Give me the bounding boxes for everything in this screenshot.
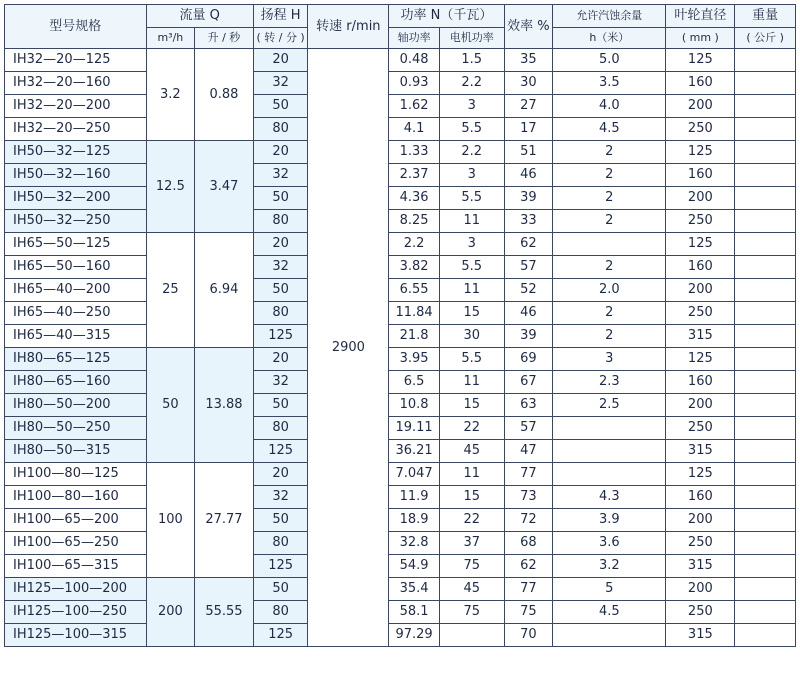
model-cell: IH100—65—200 (5, 509, 147, 532)
weight-cell (735, 509, 796, 532)
head-cell: 50 (253, 578, 308, 601)
npsh-cell: 5.0 (553, 49, 666, 72)
head-cell: 32 (253, 256, 308, 279)
shaft-power-cell: 7.047 (389, 463, 440, 486)
motor-power-cell: 2.2 (439, 141, 504, 164)
head-cell: 50 (253, 187, 308, 210)
model-cell: IH125—100—200 (5, 578, 147, 601)
flow-m3h-cell: 25 (146, 233, 195, 348)
speed-cell: 2900 (308, 49, 389, 647)
flow-ls-cell: 0.88 (195, 49, 254, 141)
motor-power-cell: 22 (439, 509, 504, 532)
weight-cell (735, 532, 796, 555)
efficiency-cell: 77 (504, 463, 553, 486)
impeller-cell: 250 (666, 210, 735, 233)
weight-cell (735, 348, 796, 371)
npsh-cell: 2 (553, 256, 666, 279)
flow-m3h-cell: 200 (146, 578, 195, 647)
efficiency-cell: 69 (504, 348, 553, 371)
model-cell: IH65—40—250 (5, 302, 147, 325)
efficiency-cell: 73 (504, 486, 553, 509)
head-cell: 32 (253, 486, 308, 509)
shaft-power-cell: 21.8 (389, 325, 440, 348)
npsh-cell: 2.0 (553, 279, 666, 302)
npsh-cell: 4.5 (553, 118, 666, 141)
impeller-cell: 200 (666, 95, 735, 118)
model-cell: IH80—65—160 (5, 371, 147, 394)
shaft-power-cell: 1.33 (389, 141, 440, 164)
header-motor-power: 电机功率 (439, 28, 504, 49)
efficiency-cell: 63 (504, 394, 553, 417)
impeller-cell: 315 (666, 325, 735, 348)
head-cell: 80 (253, 210, 308, 233)
impeller-cell: 250 (666, 532, 735, 555)
head-cell: 80 (253, 302, 308, 325)
impeller-cell: 250 (666, 118, 735, 141)
impeller-cell: 125 (666, 463, 735, 486)
header-npsh-unit: h（米） (553, 28, 666, 49)
efficiency-cell: 70 (504, 624, 553, 647)
flow-m3h-cell: 12.5 (146, 141, 195, 233)
impeller-cell: 125 (666, 348, 735, 371)
efficiency-cell: 67 (504, 371, 553, 394)
shaft-power-cell: 8.25 (389, 210, 440, 233)
npsh-cell: 4.3 (553, 486, 666, 509)
motor-power-cell: 30 (439, 325, 504, 348)
flow-ls-cell: 55.55 (195, 578, 254, 647)
npsh-cell: 2.3 (553, 371, 666, 394)
shaft-power-cell: 97.29 (389, 624, 440, 647)
efficiency-cell: 62 (504, 233, 553, 256)
head-cell: 50 (253, 279, 308, 302)
weight-cell (735, 463, 796, 486)
motor-power-cell: 5.5 (439, 256, 504, 279)
efficiency-cell: 51 (504, 141, 553, 164)
weight-cell (735, 601, 796, 624)
motor-power-cell: 15 (439, 302, 504, 325)
efficiency-cell: 27 (504, 95, 553, 118)
npsh-cell: 3.6 (553, 532, 666, 555)
flow-ls-cell: 3.47 (195, 141, 254, 233)
model-cell: IH50—32—125 (5, 141, 147, 164)
efficiency-cell: 52 (504, 279, 553, 302)
motor-power-cell: 5.5 (439, 348, 504, 371)
table-row (5, 394, 796, 417)
npsh-cell: 3 (553, 348, 666, 371)
motor-power-cell: 1.5 (439, 49, 504, 72)
table-body (5, 49, 796, 647)
efficiency-cell: 77 (504, 578, 553, 601)
impeller-cell: 125 (666, 233, 735, 256)
npsh-cell: 2 (553, 325, 666, 348)
shaft-power-cell: 6.55 (389, 279, 440, 302)
impeller-cell: 315 (666, 440, 735, 463)
shaft-power-cell: 4.36 (389, 187, 440, 210)
header-impeller: 叶轮直径 (666, 5, 735, 28)
npsh-cell: 3.2 (553, 555, 666, 578)
shaft-power-cell: 18.9 (389, 509, 440, 532)
model-cell: IH80—50—250 (5, 417, 147, 440)
weight-cell (735, 624, 796, 647)
npsh-cell: 2 (553, 302, 666, 325)
weight-cell (735, 118, 796, 141)
motor-power-cell: 3 (439, 164, 504, 187)
motor-power-cell: 45 (439, 440, 504, 463)
table-row (5, 578, 796, 601)
motor-power-cell: 3 (439, 233, 504, 256)
impeller-cell: 315 (666, 624, 735, 647)
table-row (5, 532, 796, 555)
model-cell: IH65—50—125 (5, 233, 147, 256)
shaft-power-cell: 35.4 (389, 578, 440, 601)
head-cell: 80 (253, 601, 308, 624)
motor-power-cell: 15 (439, 394, 504, 417)
npsh-cell (553, 440, 666, 463)
model-cell: IH100—80—160 (5, 486, 147, 509)
npsh-cell: 2 (553, 141, 666, 164)
head-cell: 125 (253, 440, 308, 463)
npsh-cell: 2 (553, 187, 666, 210)
npsh-cell: 3.9 (553, 509, 666, 532)
impeller-cell: 125 (666, 49, 735, 72)
npsh-cell (553, 463, 666, 486)
weight-cell (735, 302, 796, 325)
weight-cell (735, 233, 796, 256)
header-weight: 重量 (735, 5, 796, 28)
shaft-power-cell: 36.21 (389, 440, 440, 463)
efficiency-cell: 68 (504, 532, 553, 555)
motor-power-cell: 37 (439, 532, 504, 555)
model-cell: IH80—50—200 (5, 394, 147, 417)
shaft-power-cell: 2.37 (389, 164, 440, 187)
efficiency-cell: 62 (504, 555, 553, 578)
table-row (5, 555, 796, 578)
efficiency-cell: 75 (504, 601, 553, 624)
shaft-power-cell: 58.1 (389, 601, 440, 624)
npsh-cell: 2.5 (553, 394, 666, 417)
shaft-power-cell: 0.48 (389, 49, 440, 72)
header-power: 功率 N（千瓦） (389, 5, 504, 28)
header-model: 型号规格 (5, 5, 147, 49)
efficiency-cell: 57 (504, 256, 553, 279)
weight-cell (735, 72, 796, 95)
table-row (5, 601, 796, 624)
shaft-power-cell: 11.84 (389, 302, 440, 325)
weight-cell (735, 210, 796, 233)
flow-m3h-cell: 3.2 (146, 49, 195, 141)
flow-ls-cell: 13.88 (195, 348, 254, 463)
impeller-cell: 125 (666, 141, 735, 164)
model-cell: IH32—20—125 (5, 49, 147, 72)
table-row (5, 233, 796, 256)
motor-power-cell: 15 (439, 486, 504, 509)
npsh-cell: 2 (553, 164, 666, 187)
shaft-power-cell: 3.82 (389, 256, 440, 279)
shaft-power-cell: 0.93 (389, 72, 440, 95)
weight-cell (735, 141, 796, 164)
head-cell: 20 (253, 233, 308, 256)
table-row (5, 417, 796, 440)
weight-cell (735, 440, 796, 463)
npsh-cell: 3.5 (553, 72, 666, 95)
table-row (5, 440, 796, 463)
efficiency-cell: 47 (504, 440, 553, 463)
efficiency-cell: 72 (504, 509, 553, 532)
table-row (5, 486, 796, 509)
impeller-cell: 250 (666, 601, 735, 624)
head-cell: 20 (253, 463, 308, 486)
head-cell: 50 (253, 95, 308, 118)
head-cell: 80 (253, 417, 308, 440)
impeller-cell: 250 (666, 417, 735, 440)
shaft-power-cell: 19.11 (389, 417, 440, 440)
flow-ls-cell: 27.77 (195, 463, 254, 578)
efficiency-cell: 30 (504, 72, 553, 95)
head-cell: 32 (253, 164, 308, 187)
shaft-power-cell: 10.8 (389, 394, 440, 417)
efficiency-cell: 39 (504, 187, 553, 210)
npsh-cell (553, 233, 666, 256)
model-cell: IH100—65—250 (5, 532, 147, 555)
shaft-power-cell: 2.2 (389, 233, 440, 256)
model-cell: IH125—100—250 (5, 601, 147, 624)
weight-cell (735, 486, 796, 509)
shaft-power-cell: 4.1 (389, 118, 440, 141)
header-efficiency: 效率 % (504, 5, 553, 49)
impeller-cell: 200 (666, 394, 735, 417)
weight-cell (735, 187, 796, 210)
table-row (5, 624, 796, 647)
motor-power-cell: 22 (439, 417, 504, 440)
head-cell: 32 (253, 72, 308, 95)
weight-cell (735, 555, 796, 578)
model-cell: IH50—32—200 (5, 187, 147, 210)
header-flow: 流量 Q (146, 5, 253, 28)
impeller-cell: 250 (666, 302, 735, 325)
impeller-cell: 200 (666, 509, 735, 532)
weight-cell (735, 325, 796, 348)
impeller-cell: 160 (666, 371, 735, 394)
impeller-cell: 200 (666, 578, 735, 601)
table-row (5, 95, 796, 118)
flow-m3h-cell: 50 (146, 348, 195, 463)
motor-power-cell: 5.5 (439, 118, 504, 141)
model-cell: IH32—20—250 (5, 118, 147, 141)
shaft-power-cell: 6.5 (389, 371, 440, 394)
efficiency-cell: 39 (504, 325, 553, 348)
header-flow-ls: 升 / 秒 (195, 28, 254, 49)
shaft-power-cell: 32.8 (389, 532, 440, 555)
model-cell: IH65—50—160 (5, 256, 147, 279)
table-row (5, 72, 796, 95)
weight-cell (735, 417, 796, 440)
model-cell: IH80—65—125 (5, 348, 147, 371)
flow-ls-cell: 6.94 (195, 233, 254, 348)
model-cell: IH80—50—315 (5, 440, 147, 463)
head-cell: 50 (253, 394, 308, 417)
impeller-cell: 160 (666, 164, 735, 187)
npsh-cell: 4.0 (553, 95, 666, 118)
head-cell: 20 (253, 141, 308, 164)
header-speed: 转速 r/min (308, 5, 389, 49)
pump-spec-table (4, 4, 796, 647)
weight-cell (735, 394, 796, 417)
header-head-unit: ( 转 / 分 ) (253, 28, 308, 49)
weight-cell (735, 256, 796, 279)
model-cell: IH100—65—315 (5, 555, 147, 578)
npsh-cell: 2 (553, 210, 666, 233)
motor-power-cell: 75 (439, 555, 504, 578)
impeller-cell: 160 (666, 72, 735, 95)
head-cell: 125 (253, 624, 308, 647)
flow-m3h-cell: 100 (146, 463, 195, 578)
impeller-cell: 160 (666, 256, 735, 279)
head-cell: 80 (253, 532, 308, 555)
shaft-power-cell: 54.9 (389, 555, 440, 578)
weight-cell (735, 578, 796, 601)
motor-power-cell (439, 624, 504, 647)
motor-power-cell: 11 (439, 463, 504, 486)
model-cell: IH50—32—250 (5, 210, 147, 233)
table-row (5, 49, 796, 72)
table-row (5, 256, 796, 279)
motor-power-cell: 11 (439, 371, 504, 394)
efficiency-cell: 33 (504, 210, 553, 233)
table-row (5, 302, 796, 325)
shaft-power-cell: 3.95 (389, 348, 440, 371)
efficiency-cell: 57 (504, 417, 553, 440)
impeller-cell: 160 (666, 486, 735, 509)
table-row (5, 187, 796, 210)
motor-power-cell: 5.5 (439, 187, 504, 210)
model-cell: IH125—100—315 (5, 624, 147, 647)
shaft-power-cell: 11.9 (389, 486, 440, 509)
npsh-cell (553, 417, 666, 440)
header-impeller-unit: ( mm ) (666, 28, 735, 49)
motor-power-cell: 45 (439, 578, 504, 601)
npsh-cell: 4.5 (553, 601, 666, 624)
weight-cell (735, 371, 796, 394)
motor-power-cell: 11 (439, 279, 504, 302)
table-row (5, 348, 796, 371)
header-npsh: 允许汽蚀余量 (553, 5, 666, 28)
pump-spec-sheet (4, 4, 796, 647)
head-cell: 125 (253, 555, 308, 578)
impeller-cell: 200 (666, 279, 735, 302)
table-row (5, 210, 796, 233)
head-cell: 125 (253, 325, 308, 348)
weight-cell (735, 164, 796, 187)
efficiency-cell: 17 (504, 118, 553, 141)
table-row (5, 279, 796, 302)
motor-power-cell: 2.2 (439, 72, 504, 95)
model-cell: IH100—80—125 (5, 463, 147, 486)
impeller-cell: 315 (666, 555, 735, 578)
efficiency-cell: 35 (504, 49, 553, 72)
motor-power-cell: 75 (439, 601, 504, 624)
model-cell: IH50—32—160 (5, 164, 147, 187)
table-row (5, 509, 796, 532)
head-cell: 32 (253, 371, 308, 394)
header-head: 扬程 H (253, 5, 308, 28)
header-flow-m3h: m³/h (146, 28, 195, 49)
npsh-cell (553, 624, 666, 647)
efficiency-cell: 46 (504, 302, 553, 325)
model-cell: IH65—40—315 (5, 325, 147, 348)
header-weight-unit: ( 公斤 ) (735, 28, 796, 49)
model-cell: IH65—40—200 (5, 279, 147, 302)
motor-power-cell: 11 (439, 210, 504, 233)
table-row (5, 164, 796, 187)
model-cell: IH32—20—200 (5, 95, 147, 118)
motor-power-cell: 3 (439, 95, 504, 118)
head-cell: 50 (253, 509, 308, 532)
header-shaft-power: 轴功率 (389, 28, 440, 49)
table-row (5, 371, 796, 394)
head-cell: 20 (253, 348, 308, 371)
shaft-power-cell: 1.62 (389, 95, 440, 118)
weight-cell (735, 279, 796, 302)
head-cell: 20 (253, 49, 308, 72)
weight-cell (735, 95, 796, 118)
table-row (5, 463, 796, 486)
table-row (5, 118, 796, 141)
weight-cell (735, 49, 796, 72)
efficiency-cell: 46 (504, 164, 553, 187)
table-row (5, 325, 796, 348)
impeller-cell: 200 (666, 187, 735, 210)
head-cell: 80 (253, 118, 308, 141)
model-cell: IH32—20—160 (5, 72, 147, 95)
table-row (5, 141, 796, 164)
npsh-cell: 5 (553, 578, 666, 601)
